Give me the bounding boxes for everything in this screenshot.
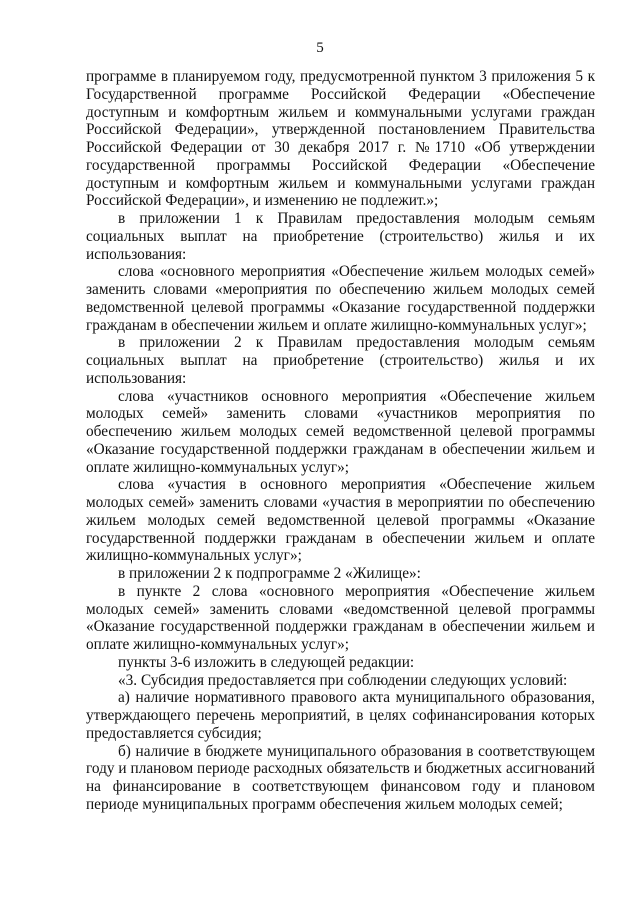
page-number: 5	[316, 40, 324, 56]
paragraph: а) наличие нормативного правового акта муниципального образования, утверждающего перечень мероприятий, в целях софинансирования которых предоставляется субсидия;	[86, 689, 595, 742]
paragraph: в приложении 1 к Правилам предоставления молодым семьям социальных выплат на приобретение (строительство) жилья и их использования:	[86, 210, 595, 263]
paragraph-continuation: программе в планируемом году, предусмотренной пунктом 3 приложения 5 к Государственной программе Российской Федерации «Обеспечение доступным и комфортным жильем и коммунальными услугами граждан Российской Федерации», утвержденной постановлением Правительства Российской Федерации от 30 декабря 2017 г. №1710 «Об утверждении государственной программы Российской Федерации «Обеспечение доступным и комфортным жильем и коммунальными услугами граждан Российской Федерации», и изменению не подлежит.»;	[86, 68, 595, 210]
paragraph: «3. Субсидия предоставляется при соблюдении следующих условий:	[118, 671, 568, 689]
paragraph: слова «участников основного мероприятия «Обеспечение жильем молодых семей» заменить словами «участников мероприятия по обеспечению жильем молодых семей ведомственной целевой программы «Оказание государственной поддержки гражданам в обеспечении жильем и оплате жилищно-коммунальных услуг»;	[86, 387, 595, 476]
document-body	[86, 68, 595, 814]
paragraph: слова «основного мероприятия «Обеспечение жильем молодых семей» заменить словами «мероприятия по обеспечению жильем молодых семей ведомственной целевой программы «Оказание государственной поддержки гражданам в обеспечении жильем и оплате жилищно-коммунальных услуг»;	[86, 263, 595, 334]
paragraph: слова «участия в основного мероприятия «Обеспечение жильем молодых семей» заменить словами «участия в мероприятии по обеспечению жильем молодых семей ведомственной целевой программы «Оказание государственной поддержки гражданам в обеспечении жильем и оплате жилищно-коммунальных услуг»;	[86, 476, 595, 565]
paragraph: пункты 3-6 изложить в следующей редакции:	[118, 653, 415, 671]
paragraph: в пункте 2 слова «основного мероприятия «Обеспечение жильем молодых семей» заменить словами «ведомственной целевой программы «Оказание государственной поддержки гражданам в обеспечении жильем и оплате жилищно-коммунальных услуг»;	[86, 582, 595, 653]
paragraph: в приложении 2 к Правилам предоставления молодым семьям социальных выплат на приобретение (строительство) жилья и их использования:	[86, 334, 595, 387]
paragraph: б) наличие в бюджете муниципального образования в соответствующем году и плановом периоде расходных обязательств и бюджетных ассигнований на финансирование в соответствующем финансовом году и плановом периоде муниципальных программ обеспечения жильем молодых семей;	[86, 742, 595, 813]
paragraph: в приложении 2 к подпрограмме 2 «Жилище»:	[118, 565, 421, 582]
